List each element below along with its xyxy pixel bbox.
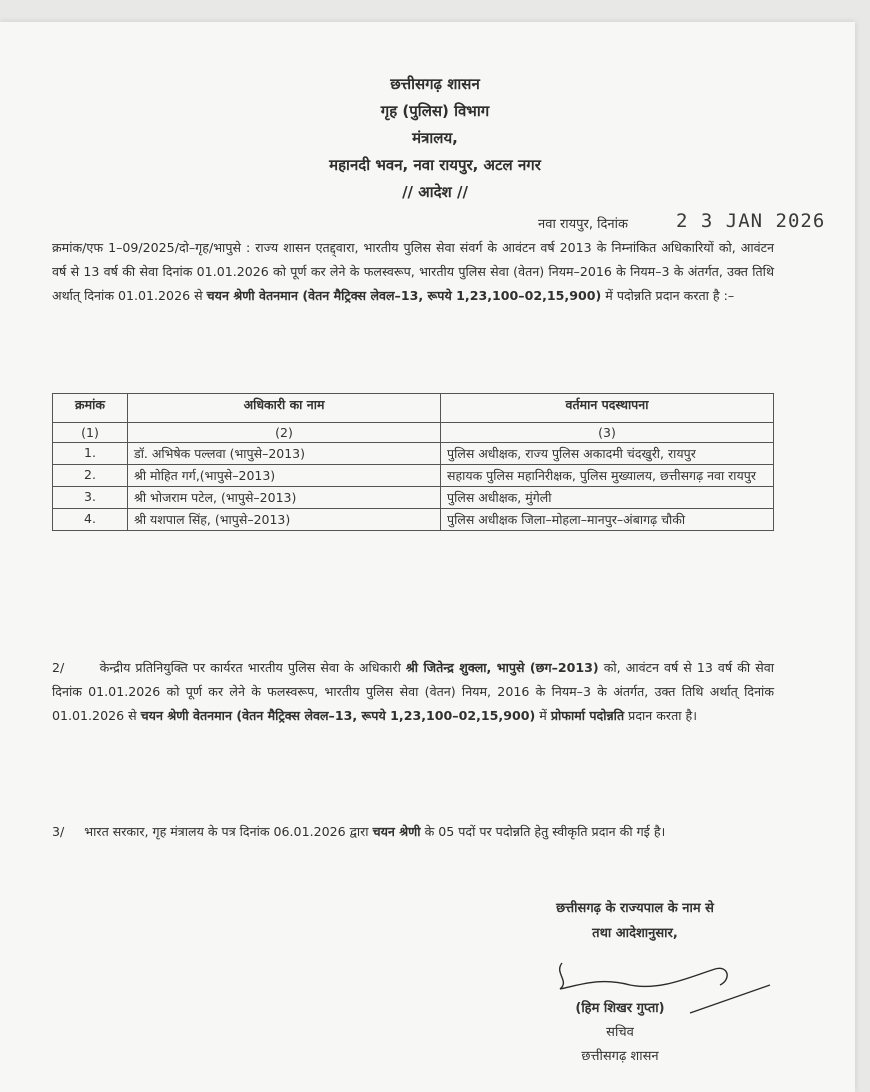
date-stamp: 2 3 JAN 2026 [676,210,826,232]
signatory-name: (हिम शिखर गुप्ता) [575,1001,665,1016]
signatory-designation: सचिव [606,1025,634,1040]
table-row: 2. श्री मोहित गर्ग,(भापुसे–2013) सहायक पुलिस महानिरीक्षक, पुलिस मुख्यालय, छत्तीसगढ़ नवा रायपुर [53,465,774,487]
table-row: 4. श्री यशपाल सिंह, (भापुसे–2013) पुलिस अधीक्षक जिला–मोहला–मानपुर–अंबागढ़ चौकी [53,509,774,531]
paragraph-3: 3/ भारत सरकार, गृह मंत्रालय के पत्र दिनांक 06.01.2026 द्वारा चयन श्रेणी के 05 पदों पर पदोन्नति हेतु स्वीकृति प्रदान की गई है। [52,824,666,839]
table-row: 3. श्री भोजराम पटेल, (भापुसे–2013) पुलिस अधीक्षक, मुंगेली [53,487,774,509]
signatory-org: छत्तीसगढ़ शासन [581,1049,659,1064]
col-header-posting: वर्तमान पदस्थापना [441,394,774,423]
col-header-serial: क्रमांक [53,394,128,423]
paragraph-2: 2/ केन्द्रीय प्रतिनियुक्ति पर कार्यरत भारतीय पुलिस सेवा के अधिकारी श्री जितेन्द्र शुक्ला, भापुसे (छग–2013) को, आवंटन वर्ष से 13 वर्ष की सेवा दिनांक 01.01.2026 को पूर्ण कर लेने के फलस्वरूप, भारतीय पुलिस सेवा (वेतन) नियम, 2016 के नियम–3 के अंतर्गत, उक्त तिथि अर्थात् दिनांक 01.01.2026 से चयन श्रेणी वेतनमान (वेतन मैट्रिक्स लेवल–13, रूपये 1,23,100–02,15,900) में प्रोफार्मा पदोन्नति प्रदान करता है। [52,660,774,723]
paragraph-1: क्रमांक/एफ 1–09/2025/दो–गृह/भापुसे : राज्य शासन एतद्द्वारा, भारतीय पुलिस सेवा संवर्ग के आवंटन वर्ष 2013 के निम्नांकित अधिकारियों को, आवंटन वर्ष से 13 वर्ष की सेवा दिनांक 01.01.2026 को पूर्ण कर लेने के फलस्वरूप, भारतीय पुलिस सेवा (वेतन) नियम–2016 के नियम–3 के अंतर्गत, उक्त तिथि अर्थात् दिनांक 01.01.2026 से चयन श्रेणी वेतनमान (वेतन मैट्रिक्स लेवल–13, रूपये 1,23,100–02,15,900) में पदोन्नति प्रदान करता है :– [52,240,774,303]
officers-table [52,393,774,531]
place-date-label: नवा रायपुर, दिनांक [538,217,628,232]
table-header-row [53,394,774,423]
header-address: महानदी भवन, नवा रायपुर, अटल नगर [329,156,541,174]
order-number: क्रमांक/एफ 1–09/2025/दो–गृह/भापुसे : [52,240,251,255]
closing-line-1: छत्तीसगढ़ के राज्यपाल के नाम से [556,901,714,916]
header-order-title: // आदेश // [402,183,468,201]
table-subheader-row: (1) (2) (3) [53,423,774,443]
header-government: छत्तीसगढ़ शासन [390,75,480,93]
table-row: 1. डॉ. अभिषेक पल्लवा (भापुसे–2013) पुलिस अधीक्षक, राज्य पुलिस अकादमी चंदखुरी, रायपुर [53,443,774,465]
header-ministry: मंत्रालय, [412,129,458,147]
header-department: गृह (पुलिस) विभाग [380,102,490,120]
closing-line-2: तथा आदेशानुसार, [592,926,678,941]
col-header-name: अधिकारी का नाम [128,394,441,423]
